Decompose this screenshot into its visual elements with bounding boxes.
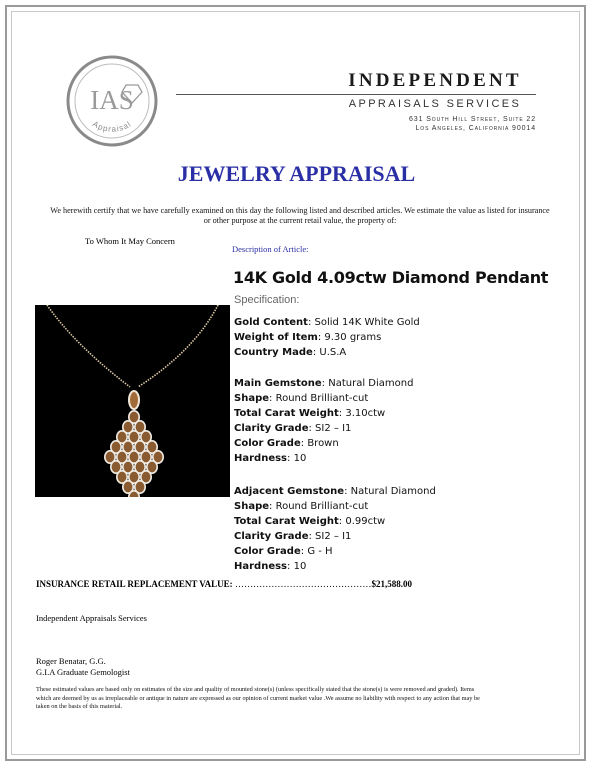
logo-letters: IAS <box>90 85 134 115</box>
spec-row: Gold Content: Solid 14K White Gold <box>234 317 420 328</box>
signer-title: G.I.A Graduate Gemologist <box>36 667 130 677</box>
item-title: 14K Gold 4.09ctw Diamond Pendant <box>233 268 549 287</box>
spec-row: Shape: Round Brilliant-cut <box>234 393 369 404</box>
footer-company: Independent Appraisals Services <box>36 613 147 623</box>
company-logo <box>66 55 158 147</box>
header-divider <box>176 94 536 95</box>
spec-row: Hardness: 10 <box>234 453 307 464</box>
spec-group-adjacent-gemstone <box>234 484 436 574</box>
gem-cluster <box>129 491 139 497</box>
company-subtitle: APPRAISALS SERVICES <box>348 98 522 110</box>
spec-row: Clarity Grade: SI2 – I1 <box>234 423 352 434</box>
insurance-dots: ……………………………………… <box>232 579 372 589</box>
address-line-1: 631 South Hill Street, Suite 22 <box>409 116 536 123</box>
disclaimer-text: These estimated values are based only on estimates of the size and quality of mounted stone(s) (unless specifically stated that the stone(s) is were removed and graded). Items which are deemed by us as irreplaceable or antique in nature are expressed as our opinion of current market value .We assume no liability with respect to any action that may be taken on the basis of this material. <box>36 686 480 711</box>
spec-group-main-gemstone <box>234 376 413 466</box>
logo-ring-text: Appraisal <box>91 119 134 134</box>
spec-row: Weight of Item: 9.30 grams <box>234 332 382 343</box>
spec-row: Country Made: U.S.A <box>234 347 347 358</box>
recipient: To Whom It May Concern <box>85 236 175 246</box>
spec-row: Adjacent Gemstone: Natural Diamond <box>234 486 436 497</box>
insurance-amount: $21,588.00 <box>371 579 412 589</box>
intro-text: We herewith certify that we have carefully examined on this day the following listed and described articles. We estimate the value as listed for insurance or other purpose at the current retail value, the property of: <box>50 206 550 225</box>
spec-row: Shape: Round Brilliant-cut <box>234 501 369 512</box>
specification-label: Specification: <box>234 294 300 306</box>
spec-row: Color Grade: Brown <box>234 438 339 449</box>
spec-group-general <box>234 315 420 360</box>
pendant-photo <box>35 305 230 497</box>
company-name: INDEPENDENT <box>348 70 522 91</box>
insurance-label: INSURANCE RETAIL REPLACEMENT VALUE: <box>36 579 233 589</box>
insurance-value-line <box>36 579 412 589</box>
signer-name: Roger Benatar, G.G. <box>36 656 106 666</box>
spec-row: Main Gemstone: Natural Diamond <box>234 378 414 389</box>
spec-row: Total Carat Weight: 0.99ctw <box>234 516 386 527</box>
spec-row: Total Carat Weight: 3.10ctw <box>234 408 386 419</box>
spec-row: Clarity Grade: SI2 – I1 <box>234 531 352 542</box>
spec-row: Hardness: 10 <box>234 561 307 572</box>
description-label: Description of Article: <box>232 244 309 254</box>
document-title: JEWELRY APPRAISAL <box>177 161 416 186</box>
spec-row: Color Grade: G - H <box>234 546 333 557</box>
address-line-2: Los Angeles, California 90014 <box>415 125 536 132</box>
